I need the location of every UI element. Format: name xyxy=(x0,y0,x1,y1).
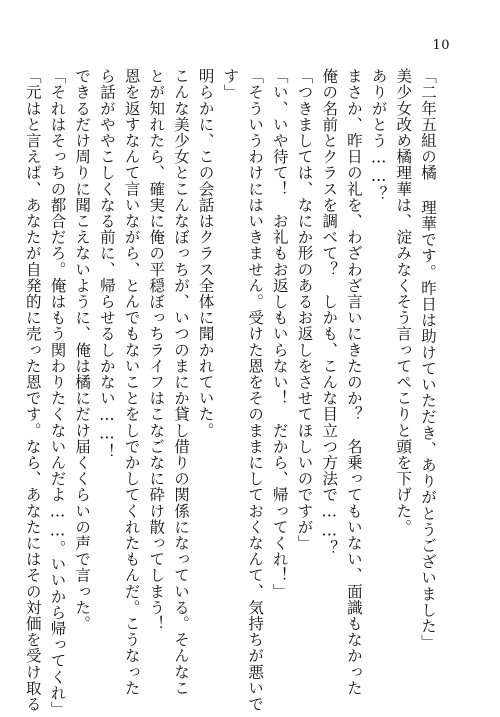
text-line: ら話がややこしくなる前に、帰らせるしかない……！ xyxy=(97,68,116,460)
page-number: 10 xyxy=(432,38,450,53)
text-line: 明らかに、この会話はクラス全体に聞かれていた。 xyxy=(196,68,215,439)
vertical-text-body xyxy=(23,68,440,717)
text-line: できるだけ周りに聞こえないように、俺は橘にだけ届くくらいの声で言った。 xyxy=(73,68,92,632)
text-line: 「そういうわけにはいきません。受けた恩をそのままにしておくなんて、気持ちが悪いで xyxy=(246,68,265,712)
text-line: 美少女改め橘理華は、淀みなくそう言ってぺこりと頭を下げた。 xyxy=(394,68,413,535)
text-line: 俺の名前とクラスを調べて？ しかも、こんな目立つ方法で……？ xyxy=(320,68,339,556)
text-line: 「二年五組の橘 理華です。昨日は助けていただき、ありがとうございました」 xyxy=(419,68,437,651)
text-line: す」 xyxy=(221,68,240,101)
text-line: 恩を返すなんて言いながら、とんでもないことをしでかしてくれたもんだ。こうなった xyxy=(122,68,141,696)
text-line: ありがとう……？ xyxy=(369,68,388,202)
text-line: 「元はと言えば、あなたが自発的に売った恩です。なら、あなたにはその対価を受け取る xyxy=(23,68,42,712)
text-line: まさか、昨日の礼を、わざわざ言いにきたのか？ 名乗ってもいない、面識もなかった xyxy=(344,68,363,696)
text-line: 「それはそっちの都合だろ。俺はもう関わりたくないんだよ……。いいから帰ってくれ」 xyxy=(48,68,67,717)
text-line: 「い、いや待て！ お礼もお返しもいらない！ だから、帰ってくれ！」 xyxy=(270,68,289,600)
text-line: 「つきましては、なにか形のあるお返しをさせてほしいのですが」 xyxy=(295,68,314,551)
text-line: こんな美少女とこんなぼっちが、いつのまにか貸し借りの関係になっている。そんなこ xyxy=(171,68,190,696)
text-line: とが知れたら、確実に俺の平穏ぼっちライフはこなごなに砕け散ってしまう！ xyxy=(147,68,166,632)
